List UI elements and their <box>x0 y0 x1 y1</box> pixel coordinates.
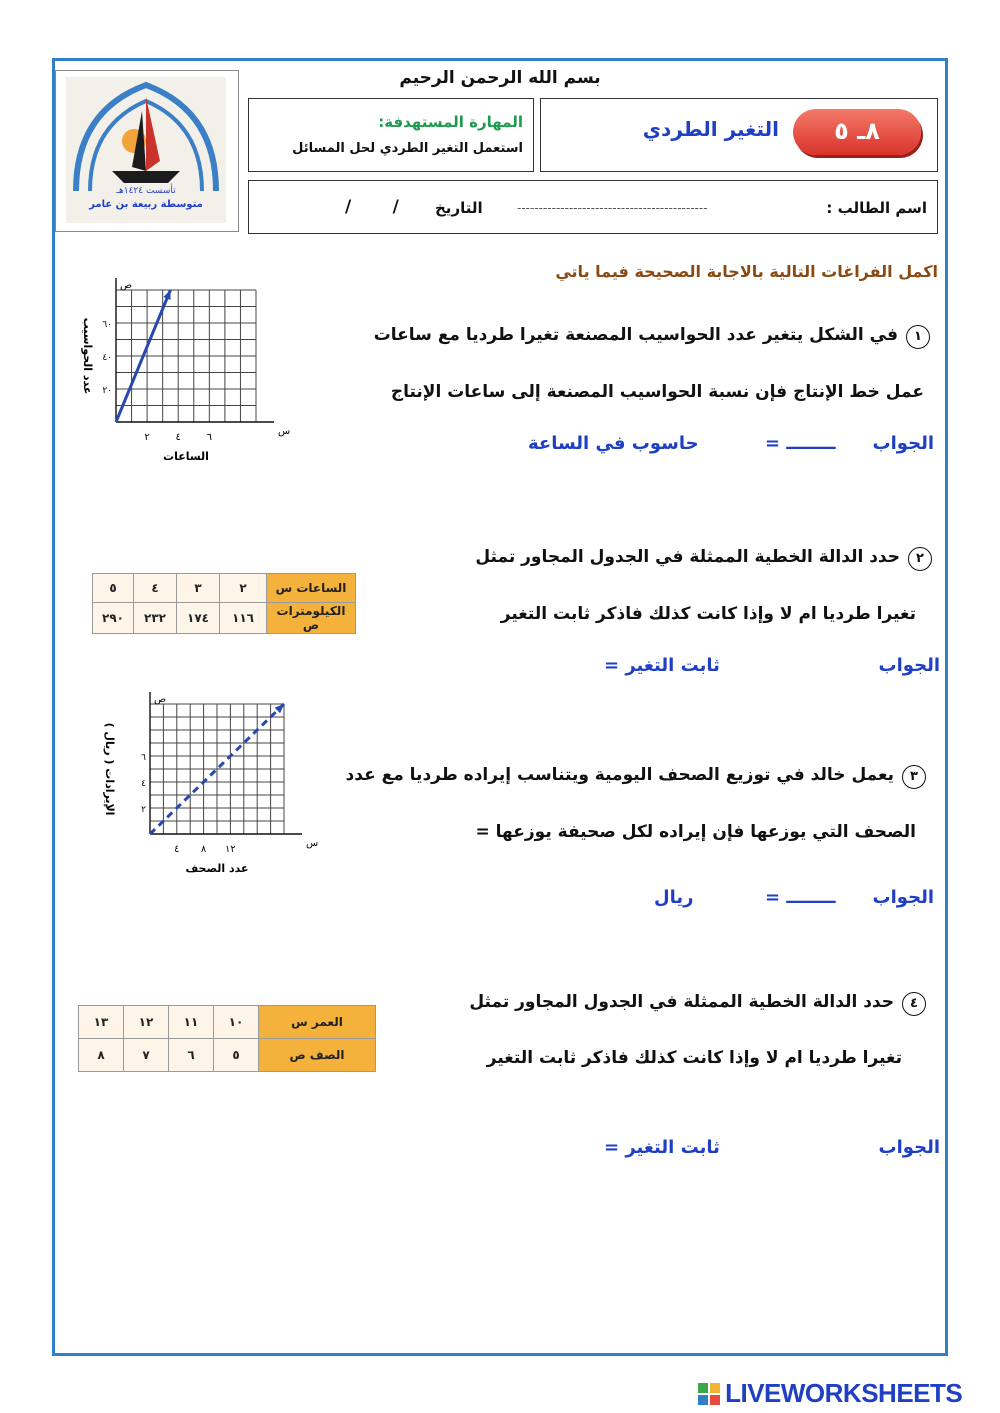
x-symbol: س <box>306 838 319 849</box>
q2-line1 <box>475 547 932 571</box>
y-axis-label: الإيرادات ( ريال ) <box>103 722 116 816</box>
q1-line2: عمل خط الإنتاج فإن نسبة الحواسيب المصنعة إلى ساعات الإنتاج <box>390 382 924 402</box>
skill-text: استعمل التغير الطردي لحل المسائل <box>292 141 523 156</box>
table-cell: ٧ <box>124 1039 169 1072</box>
table-hours-km <box>92 573 356 634</box>
chart-computers <box>70 280 291 468</box>
q1-answer-label: الجواب <box>872 433 934 454</box>
x-tick-label: ٤ <box>175 432 181 443</box>
table-cell: ٨ <box>79 1039 124 1072</box>
table-cell: ٥ <box>214 1039 259 1072</box>
y-tick-label: ٤٠ <box>102 353 112 363</box>
series-arrowhead <box>163 290 170 300</box>
table-row-header: الكيلومترات ص <box>267 603 356 634</box>
q1-answer-blank[interactable]: = ــــــــ <box>765 433 836 454</box>
y-tick-label: ٦ <box>141 753 146 763</box>
q1-line1 <box>374 325 930 349</box>
table-row-header: الصف ص <box>259 1039 376 1072</box>
y-symbol: ص <box>120 280 133 291</box>
lesson-number: ٨ـ ٥ <box>834 117 880 145</box>
series-arrowhead <box>275 704 284 713</box>
school-logo <box>55 70 239 232</box>
basmala: بسم الله الرحمن الرحيم <box>399 68 601 88</box>
q4-line2: تغيرا طرديا ام لا وإذا كانت كذلك فاذكر ثابت التغير <box>486 1048 902 1068</box>
table-age-grade <box>78 1005 376 1072</box>
instructions: اكمل الفراغات التالية بالاجابة الصحيحة فيما ياتي <box>555 262 938 281</box>
q3-line1 <box>346 765 926 789</box>
q1-number: ١ <box>906 325 930 349</box>
x-tick-label: ٢ <box>144 432 150 443</box>
liveworksheets-logo-icon <box>698 1383 720 1405</box>
x-axis-label: عدد الصحف <box>185 862 249 875</box>
x-axis-label: الساعات <box>163 450 209 463</box>
student-name-label: اسم الطالب : <box>826 199 927 217</box>
table-cell: ٦ <box>169 1039 214 1072</box>
q3-text-1: يعمل خالد في توزيع الصحف اليومية ويتناسب إيراده طرديا مع عدد <box>345 765 894 785</box>
y-tick-label: ٢٠ <box>102 386 112 396</box>
table-cell: ٤ <box>134 574 177 603</box>
footer-brand-text: LIVEWORKSHEETS <box>725 1378 963 1408</box>
table-cell: ١٠ <box>214 1006 259 1039</box>
q1-text-1: في الشكل يتغير عدد الحواسيب المصنعة تغيرا طرديا مع ساعات <box>373 325 898 345</box>
q3-number: ٣ <box>902 765 926 789</box>
table-row <box>93 574 356 603</box>
table-row <box>93 603 356 634</box>
table-row <box>79 1039 376 1072</box>
y-axis-label: عدد الحواسيب <box>81 317 94 395</box>
q2-answer-const[interactable]: ثابت التغير = <box>604 655 720 676</box>
logo-caption-1: تأسست ١٤٢٤هـ <box>116 186 176 196</box>
student-info-box <box>248 180 938 234</box>
q4-text-1: حدد الدالة الخطية الممثلة في الجدول المجاور تمثل <box>469 992 894 1012</box>
x-tick-label: ٤ <box>174 844 180 855</box>
table-row <box>79 1006 376 1039</box>
q4-answer-const[interactable]: ثابت التغير = <box>604 1137 720 1158</box>
table-cell: ١٢ <box>124 1006 169 1039</box>
table-cell: ٥ <box>93 574 134 603</box>
lesson-badge <box>793 109 921 155</box>
q4-answer-label: الجواب <box>878 1137 940 1158</box>
table-cell: ٢٩٠ <box>93 603 134 634</box>
chart-revenue <box>92 692 319 882</box>
table-cell: ٣ <box>177 574 220 603</box>
q3-answer-unit: ريال <box>654 887 694 908</box>
q2-text-1: حدد الدالة الخطية الممثلة في الجدول المجاور تمثل <box>475 547 900 567</box>
y-tick-label: ٤ <box>141 779 146 789</box>
table-cell: ١٣ <box>79 1006 124 1039</box>
q4-number: ٤ <box>902 992 926 1016</box>
skill-box <box>248 98 534 172</box>
table-cell: ٢ <box>220 574 267 603</box>
table-cell: ١٧٤ <box>177 603 220 634</box>
school-logo-icon <box>56 71 236 229</box>
logo-caption-2: متوسطة ربيعة بن عامر <box>89 199 203 210</box>
table-cell: ١١٦ <box>220 603 267 634</box>
q2-line2: تغيرا طرديا ام لا وإذا كانت كذلك فاذكر ثابت التغير <box>500 604 916 624</box>
x-tick-label: ٦ <box>206 432 213 443</box>
footer-brand[interactable] <box>698 1378 962 1408</box>
table-row-header: الساعات س <box>267 574 356 603</box>
x-tick-label: ١٢ <box>225 844 236 855</box>
q2-number: ٢ <box>908 547 932 571</box>
lesson-title-box <box>540 98 938 172</box>
student-name-field[interactable]: -------------------------------------------- <box>517 201 708 215</box>
skill-label: المهارة المستهدفة: <box>378 113 523 131</box>
x-tick-label: ٨ <box>200 844 207 855</box>
q3-line2: الصحف التي يوزعها فإن إيراده لكل صحيفة يوزعها = <box>475 822 916 842</box>
y-symbol: ص <box>154 694 167 705</box>
table-cell: ٢٣٢ <box>134 603 177 634</box>
q3-answer-blank[interactable]: = ــــــــ <box>765 887 836 908</box>
y-tick-label: ٦٠ <box>102 320 112 330</box>
q1-answer-unit: حاسوب في الساعة <box>528 433 699 454</box>
x-symbol: س <box>278 426 291 437</box>
y-tick-label: ٢ <box>141 805 146 815</box>
q4-line1 <box>469 992 926 1016</box>
q2-answer-label: الجواب <box>878 655 940 676</box>
date-label: التاريخ <box>435 199 483 217</box>
lesson-title: التغير الطردي <box>642 117 779 141</box>
q3-answer-label: الجواب <box>872 887 934 908</box>
date-field[interactable]: / / <box>345 197 399 217</box>
table-row-header: العمر س <box>259 1006 376 1039</box>
table-cell: ١١ <box>169 1006 214 1039</box>
